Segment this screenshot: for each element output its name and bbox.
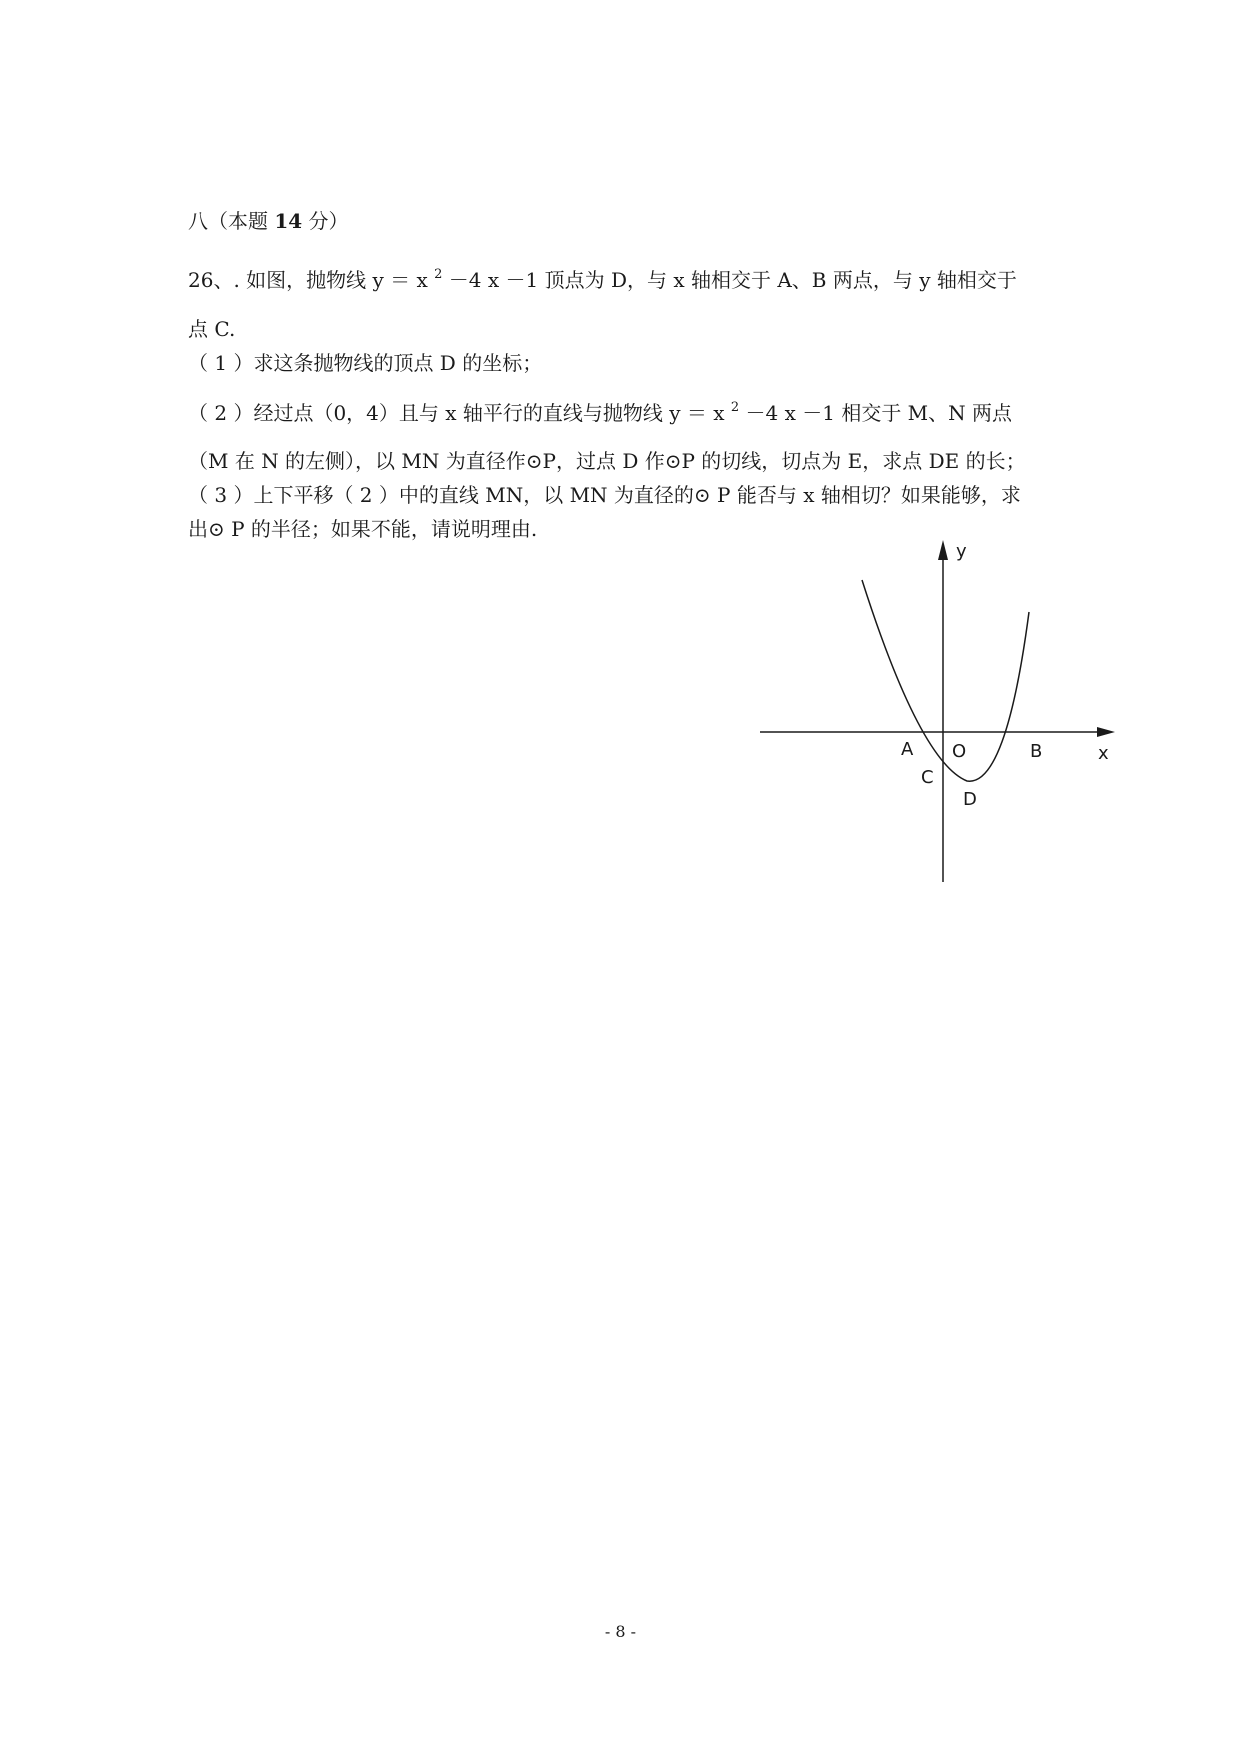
x-axis-arrow xyxy=(1097,727,1115,737)
problem-statement-line-1 xyxy=(188,268,1017,296)
section-heading-suffix: 分） xyxy=(302,209,349,233)
point-b-label: B xyxy=(1030,741,1043,762)
parabola-curve xyxy=(862,580,1029,781)
problem-line1-part-b: －4 x －1 顶点为 D，与 x 轴相交于 A、B 两点，与 y 轴相交于 xyxy=(442,268,1017,292)
section-heading xyxy=(188,209,349,233)
question-2-part-a: （ 2 ）经过点（0，4）且与 x 轴平行的直线与抛物线 y ＝ x xyxy=(188,401,731,425)
section-heading-prefix: 八（本题 xyxy=(188,209,275,233)
parabola-figure xyxy=(760,532,1140,892)
x-axis-label: x xyxy=(1098,743,1109,764)
question-2-part-b: －4 x －1 相交于 M、N 两点 xyxy=(739,401,1013,425)
question-3-line-1: （ 3 ）上下平移（ 2 ）中的直线 MN，以 MN 为直径的⊙ P 能否与 x 轴相切？如果能够，求 xyxy=(188,483,1021,507)
y-axis-label: y xyxy=(956,541,967,562)
y-axis-arrow xyxy=(938,540,948,560)
page-number: - 8 - xyxy=(604,1622,637,1641)
problem-line1-part-a: 26、. 如图，抛物线 y ＝ x xyxy=(188,268,435,292)
origin-label: O xyxy=(952,741,967,762)
question-2-exponent: 2 xyxy=(730,400,740,415)
problem-line1-exponent: 2 xyxy=(434,267,443,282)
section-heading-points: 14 xyxy=(274,209,303,233)
point-d-label: D xyxy=(963,789,977,810)
point-c-label: C xyxy=(921,767,934,788)
question-3-line-2: 出⊙ P 的半径；如果不能，请说明理由. xyxy=(188,517,538,541)
question-1: （ 1 ）求这条抛物线的顶点 D 的坐标； xyxy=(188,351,543,375)
question-2-line-1 xyxy=(188,401,1012,429)
point-a-label: A xyxy=(901,739,914,760)
question-2-line-2: （M 在 N 的左侧），以 MN 为直径作⊙P，过点 D 作⊙P 的切线，切点为 E，求点 DE 的长； xyxy=(188,449,1026,473)
problem-statement-line-2: 点 C. xyxy=(188,317,236,341)
